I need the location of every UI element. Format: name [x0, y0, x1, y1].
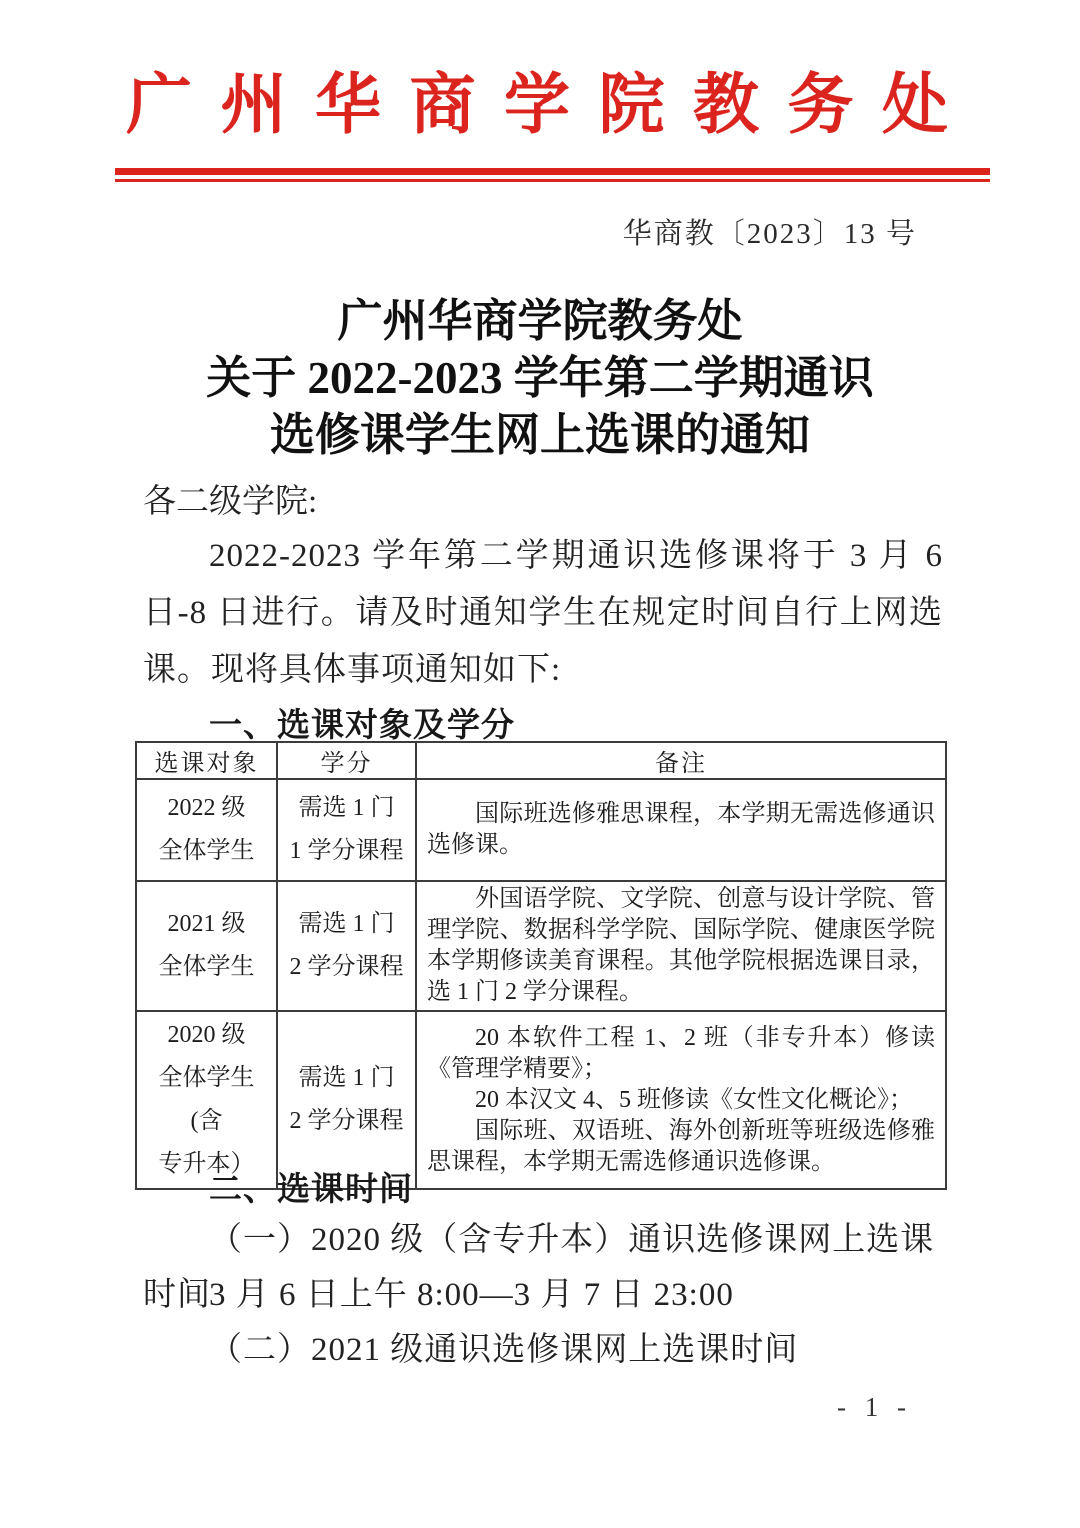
- cell-credits-2021: 需选 1 门 2 学分课程: [277, 881, 416, 1011]
- column-header-remarks: 备注: [416, 742, 946, 779]
- page-number: - 1 -: [837, 1392, 912, 1422]
- cell-remarks-2021: [416, 881, 946, 1011]
- section-2-heading: 二、选课时间: [209, 1170, 413, 1207]
- letterhead-divider: [115, 168, 990, 182]
- document-title-line-2: 关于 2022-2023 学年第二学期通识: [206, 353, 874, 403]
- selection-times: [143, 1213, 953, 1378]
- cell-target-2020: 2020 级 全体学生(含 专升本）: [136, 1011, 277, 1189]
- cell-remarks-2020: [416, 1011, 946, 1189]
- table-header-row: [136, 742, 946, 779]
- cell-credits-2022: 需选 1 门 1 学分课程: [277, 779, 416, 881]
- document-title: [0, 293, 1080, 464]
- intro-paragraph: 2022-2023 学年第二学期通识选修课将于 3 月 6 日-8 日进行。请及时通知学生在规定时间自行上网选课。现将具体事项通知如下:: [143, 538, 943, 688]
- column-header-credits: 学分: [277, 742, 416, 779]
- salutation: 各二级学院:: [143, 484, 318, 520]
- remark-paragraph: 20 本汉文 4、5 班修读《女性文化概论》；: [475, 1086, 913, 1113]
- cell-remarks-2022: [416, 779, 946, 881]
- remark-paragraph: 外国语学院、文学院、创意与设计学院、管理学院、数据科学学院、国际学院、健康医学院本学期修读美育课程。其他学院根据选课目录，选 1 门 2 学分课程。: [427, 886, 935, 1005]
- time-item-2020: （一）2020 级（含专升本）通识选修课网上选课时间: [143, 1222, 935, 1313]
- time-item-2021: （二）2021 级通识选修课网上选课时间: [209, 1332, 799, 1368]
- section-1-heading: 一、选课对象及学分: [209, 706, 515, 743]
- time-range-2020: 3 月 6 日上午 8:00—3 月 7 日 23:00: [209, 1277, 734, 1313]
- divider-thick-line: [115, 168, 990, 175]
- cell-target-2022: 2022 级 全体学生: [136, 779, 277, 881]
- column-header-target: 选课对象: [136, 742, 277, 779]
- cell-credits-2020: 需选 1 门 2 学分课程: [277, 1011, 416, 1189]
- course-selection-table: [135, 741, 947, 1190]
- document-title-line-1: 广州华商学院教务处: [337, 296, 743, 346]
- document-number: 华商教〔2023〕13 号: [622, 218, 917, 250]
- document-title-line-3: 选修课学生网上选课的通知: [269, 410, 810, 460]
- remark-paragraph: 20 本软件工程 1、2 班（非专升本）修读《管理学精要》；: [427, 1024, 935, 1082]
- remark-paragraph: 国际班选修雅思课程，本学期无需选修通识选修课。: [427, 801, 935, 858]
- letterhead-title: 广 州 华 商 学 院 教 务 处: [126, 69, 954, 142]
- table-row: [136, 881, 946, 1011]
- divider-thin-line: [115, 179, 990, 182]
- cell-target-2021: 2021 级 全体学生: [136, 881, 277, 1011]
- remark-paragraph: 国际班、双语班、海外创新班等班级选修雅思课程，本学期无需选修通识选修课。: [427, 1117, 935, 1175]
- table-row: [136, 779, 946, 881]
